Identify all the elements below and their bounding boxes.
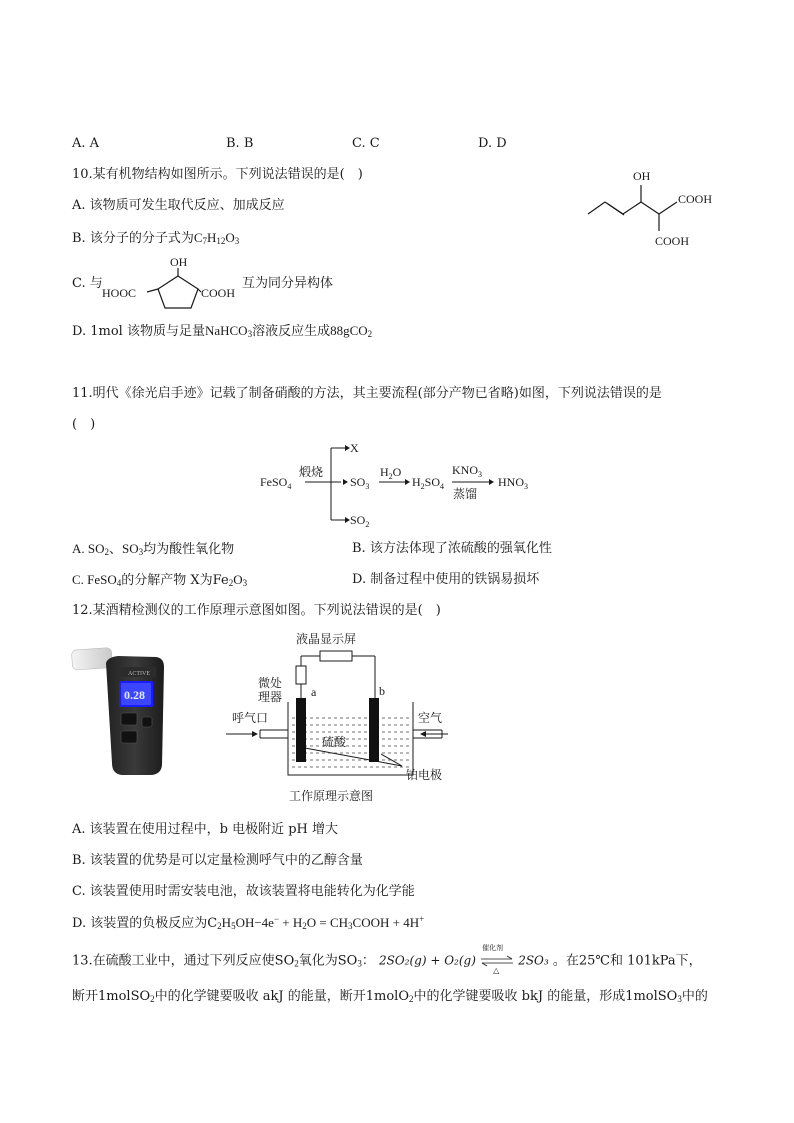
q12-option-d: D. 该装置的负极反应为$C_2H_5OH-4e^- + H_2O$ = $CH_3COOH + 4H^+$	[72, 914, 425, 931]
device-display-reading: 0.28	[124, 688, 145, 702]
device-brand: ACTIVE	[128, 671, 150, 677]
q13-equation-right: 2SO₃	[518, 953, 549, 968]
flow-calcine-label: 煅烧	[299, 465, 324, 479]
q10-structure	[585, 165, 725, 255]
q12-option-a: A. 该装置在使用过程中，b 电极附近 pH 增大	[72, 822, 339, 837]
q9-option-c: C. C	[352, 136, 380, 151]
lcd-label: 液晶显示屏	[296, 632, 357, 646]
flow-so2: $SO_2$	[350, 513, 370, 529]
q10-stem: 10.某有机物结构如图所示。下列说法错误的是( )	[72, 167, 363, 182]
flow-hno3: $HNO_3$	[498, 475, 528, 491]
q10-option-d: D. 1mol 该物质与足量NaHCO$_3$溶液反应生成88gCO$_2$	[72, 323, 373, 339]
q10-option-c-structure	[100, 254, 245, 310]
q9-option-a: A. A	[72, 136, 100, 151]
q12-option-c: C. 该装置使用时需安装电池，故该装置将电能转化为化学能	[72, 884, 415, 899]
q10-c-oh: OH	[170, 255, 188, 269]
q13-line-1: 13.在硫酸工业中，通过下列反应使$SO_2$氧化为$SO_3$： 2SO₂(g) + O₂(g) 催化剂 △ 2SO₃ 。在25℃和 101kPa下，	[72, 944, 702, 975]
breath-inlet-label: 呼气口	[232, 711, 269, 725]
q10-cooh-label: COOH	[678, 192, 713, 206]
q13-equation-left: 2SO₂(g) + O₂(g)	[378, 953, 476, 968]
q10-option-c-suffix: 互为同分异构体	[242, 276, 334, 291]
flow-so3: $SO_3$	[350, 475, 370, 491]
flow-distill-label: 蒸馏	[453, 487, 478, 501]
q11-option-d: D. 制备过程中使用的铁锅易损坏	[352, 572, 540, 587]
air-inlet-label: 空气	[418, 711, 443, 725]
q10-c-hooc: HOOC	[102, 286, 137, 300]
q12-stem: 12.某酒精检测仪的工作原理示意图如图。下列说法错误的是( )	[72, 603, 441, 618]
diagram-caption: 工作原理示意图	[289, 789, 374, 803]
flow-h2o: $H_2O$	[380, 465, 402, 481]
q12-option-b: B. 该装置的优势是可以定量检测呼气中的乙醇含量	[72, 853, 363, 868]
breathalyzer-device-image	[70, 645, 170, 780]
q11-flow-diagram	[255, 436, 545, 531]
q11-stem: 11.明代《徐光启手迹》记载了制备硝酸的方法，其主要流程(部分产物已省略)如图，下列说法错误的是	[72, 386, 662, 401]
q11-stem-2: ( )	[72, 417, 96, 432]
q10-oh-label: OH	[633, 169, 651, 183]
heat-label: △	[493, 966, 500, 975]
electrode-b-label: b	[379, 684, 385, 698]
q10-c-cooh: COOH	[201, 286, 236, 300]
reversible-arrow-icon	[480, 944, 514, 975]
flow-feso4: FeSO$_4$	[260, 475, 292, 491]
q10-option-c-prefix: C. 与	[72, 276, 103, 291]
catalyst-label: 催化剂	[482, 944, 504, 952]
flow-kno3: $KNO_3$	[452, 463, 482, 479]
flow-x: X	[350, 441, 359, 455]
q11-option-a: A. $SO_2$、$SO_3$均为酸性氧化物	[72, 541, 235, 557]
q12-principle-diagram	[218, 628, 463, 808]
microprocessor-label: 微处	[258, 676, 283, 690]
q9-option-b: B. B	[226, 136, 254, 151]
microprocessor-label-2: 理器	[258, 690, 283, 704]
platinum-electrode-label: 铂电极	[406, 768, 443, 782]
flow-h2so4: $H_2SO_4$	[412, 475, 445, 491]
q13-line-2: 断开1molSO$_2$中的化学键要吸收 akJ 的能量，断开1molO$_2$中的化学键要吸收 bkJ 的能量，形成1molSO$_3$中的	[72, 989, 708, 1004]
electrode-a-label: a	[311, 685, 317, 699]
q10-cooh-label-2: COOH	[655, 234, 690, 248]
q11-option-c: C. FeSO$_4$的分解产物 X为$Fe_2O_3$	[72, 572, 248, 588]
q11-option-b: B. 该方法体现了浓硫酸的强氧化性	[352, 541, 552, 556]
q10-option-b: B. 该分子的分子式为$C_7H_{12}O_3$	[72, 230, 240, 246]
q9-option-d: D. D	[478, 136, 507, 151]
q10-option-a: A. 该物质可发生取代反应、加成反应	[72, 198, 285, 213]
sulfuric-acid-label: 硫酸	[322, 735, 347, 749]
